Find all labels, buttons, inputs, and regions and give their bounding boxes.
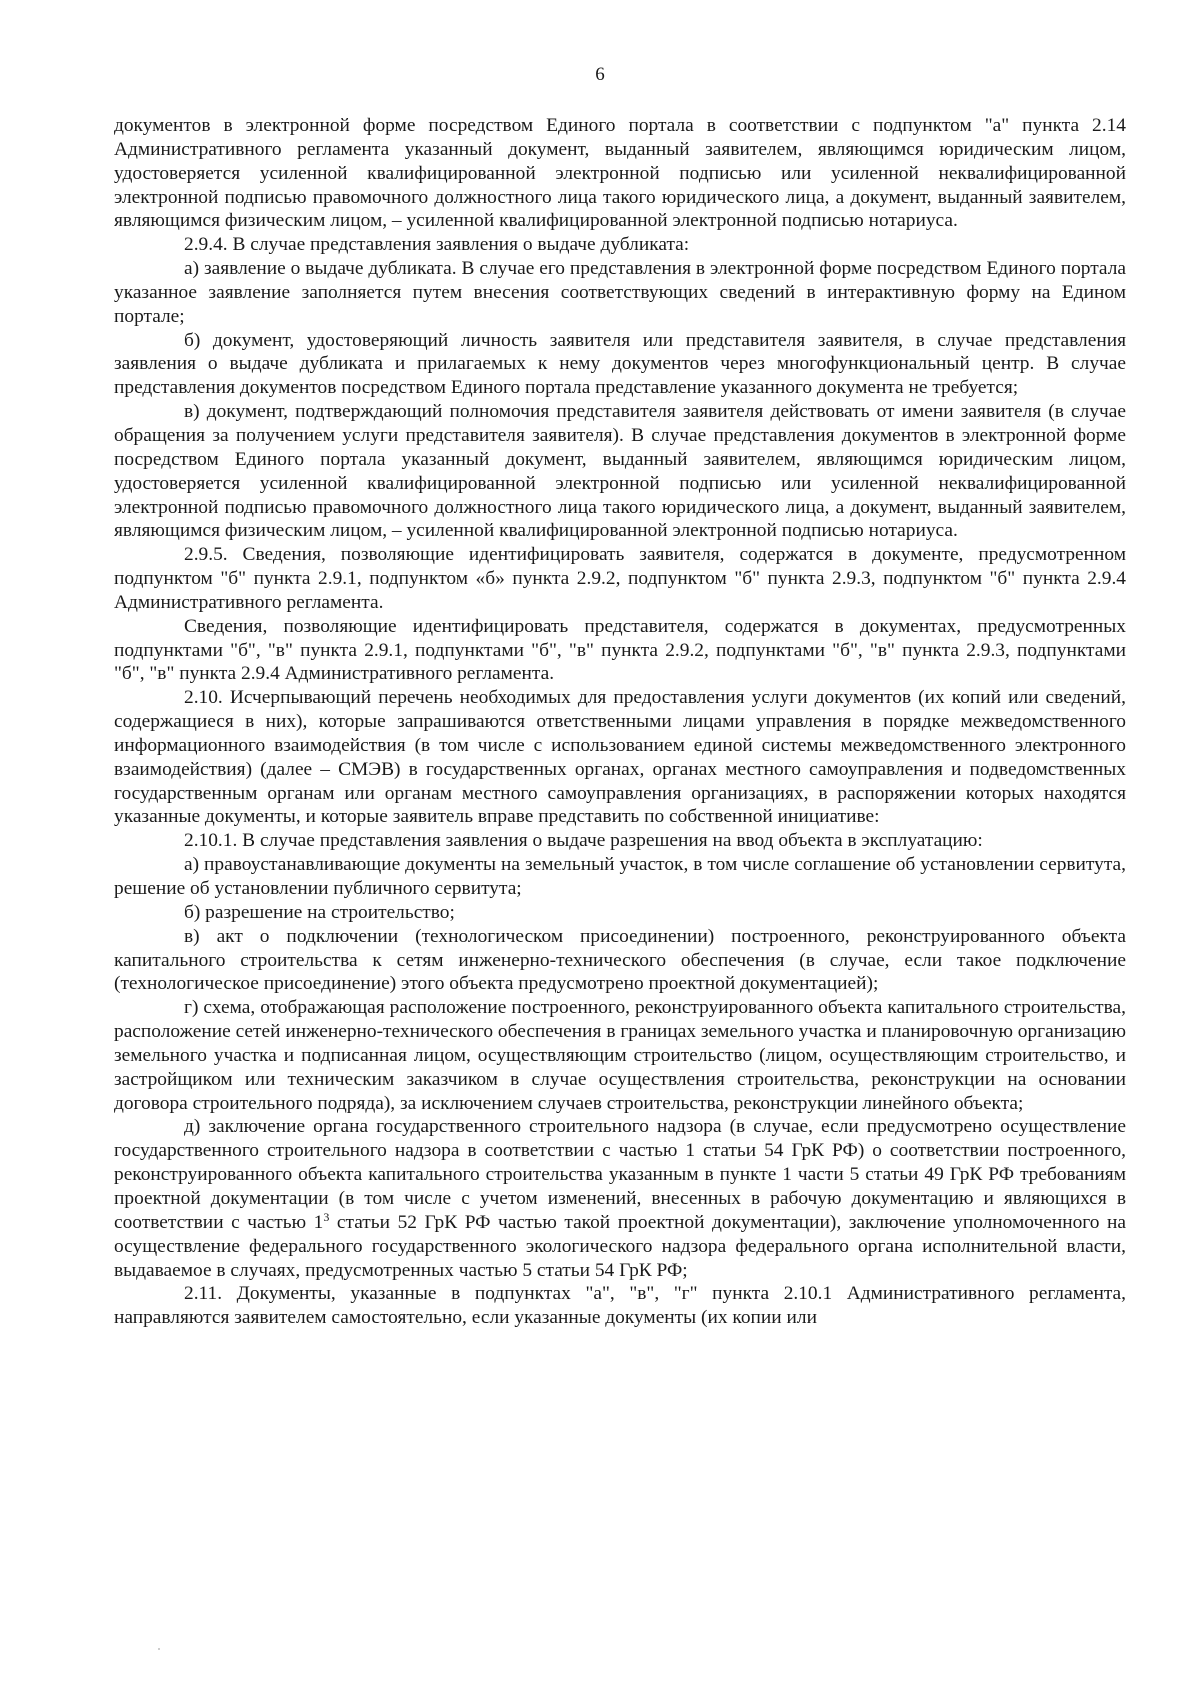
paragraph-continuation: документов в электронной форме посредством Единого портала в соответствии с подпунктом "а" пункта 2.14 Административного регламента указанный документ, выданный заявителем, являющимся юридическим лицом, удостоверяется усиленной квалифицированной электронной подписью или усиленной неквалифицированной электронной подписью правомочного должностного лица такого юридического лица, а документ, выданный заявителем, являющимся физическим лицом, – усиленной квалифицированной электронной подписью нотариуса. xyxy=(114,115,1126,232)
superscript-3: 3 xyxy=(323,1209,330,1224)
paragraph-2-9-4-v: в) документ, подтверждающий полномочия представителя заявителя действовать от имени заявителя (в случае обращения за получением услуги представителя заявителя). В случае представления документов в электронной форме посредством Единого портала указанный документ, выданный заявителем, являющимся юридическим лицом, удостоверяется усиленной квалифицированной электронной подписью или усиленной неквалифицированной электронной подписью правомочного должностного лица такого юридического лица, а документ, выданный заявителем, являющимся физическим лицом, – усиленной квалифицированной электронной подписью нотариуса. xyxy=(114,401,1126,542)
paragraph-2-10-1-b: б) разрешение на строительство; xyxy=(184,901,455,923)
page-number: 6 xyxy=(595,64,605,85)
paragraph-2-10: 2.10. Исчерпывающий перечень необходимых для предоставления услуги документов (их копий или сведений, содержащиеся в них), которые запрашиваются ответственными лицами управления в порядке межведомственного информационного взаимодействия (в том числе с использованием единой системы межведомственного электронного взаимодействия) (далее – СМЭВ) в государственных органах, органах местного самоуправления и подведомственных государственным органам или органам местного самоуправления организациях, в распоряжении которых находятся указанные документы, и которые заявитель вправе представить по собственной инициативе: xyxy=(114,687,1126,828)
paragraph-2-9-5: 2.9.5. Сведения, позволяющие идентифицировать заявителя, содержатся в документе, предусмотренном подпунктом "б" пункта 2.9.1, подпунктом «б» пункта 2.9.2, подпунктом "б" пункта 2.9.3, подпунктом "б" пункта 2.9.4 Административного регламента. xyxy=(114,544,1126,613)
document-body xyxy=(114,114,1126,1330)
paragraph-2-9-4-b: б) документ, удостоверяющий личность заявителя или представителя заявителя, в случае представления заявления о выдаче дубликата и прилагаемых к нему документов через многофункциональный центр. В случае представления документов посредством Единого портала представление указанного документа не требуется; xyxy=(114,329,1126,399)
paragraph-2-10-1-d-text: д) заключение органа государственного строительного надзора (в случае, если предусмотрено осуществление государственного строительного надзора в соответствии с частью 1 статьи 54 ГрК РФ) о соответствии построенного, реконструированного объекта капитального строительства указанным в пункте 1 части 5 статьи 49 ГрК РФ требованиям проектной документации (в том числе с учетом изменений, внесенных в рабочую документацию и являющихся в соответствии с частью 1 xyxy=(114,1116,1126,1233)
paragraph-2-9-4-a: а) заявление о выдаче дубликата. В случае его представления в электронной форме посредством Единого портала указанное заявление заполняется путем внесения соответствующих сведений в интерактивную форму на Едином портале; xyxy=(114,258,1126,327)
paragraph-2-11: 2.11. Документы, указанные в подпунктах "а", "в", "г" пункта 2.10.1 Административного регламента, направляются заявителем самостоятельно, если указанные документы (их копии или xyxy=(114,1283,1126,1329)
paragraph-2-10-1-v: в) акт о подключении (технологическом присоединении) построенного, реконструированного объекта капитального строительства к сетям инженерно-технического обеспечения (в случае, если такое подключение (технологическое присоединение) этого объекта предусмотрено проектной документацией); xyxy=(114,925,1126,995)
scan-artifact xyxy=(158,1648,160,1650)
paragraph-representative-info: Сведения, позволяющие идентифицировать представителя, содержатся в документах, предусмотренных подпунктами "б", "в" пункта 2.9.1, подпунктами "б", "в" пункта 2.9.2, подпунктами "б", "в" пункта 2.9.3, подпунктами "б", "в" пункта 2.9.4 Административного регламента. xyxy=(114,615,1126,685)
paragraph-2-10-1: 2.10.1. В случае представления заявления о выдаче разрешения на ввод объекта в эксплуатацию: xyxy=(184,830,983,852)
paragraph-2-9-4: 2.9.4. В случае представления заявления о выдаче дубликата: xyxy=(184,234,690,256)
paragraph-2-10-1-a: а) правоустанавливающие документы на земельный участок, в том числе соглашение об установлении сервитута, решение об установлении публичного сервитута; xyxy=(114,854,1126,899)
paragraph-2-10-1-d xyxy=(114,1115,1126,1282)
paragraph-2-10-1-d-text-end: статьи 52 ГрК РФ частью такой проектной документации), заключение уполномоченного на осуществление федерального государственного экологического надзора федерального органа исполнительной власти, выдаваемое в случаях, предусмотренных частью 5 статьи 54 ГрК РФ; xyxy=(114,1211,1126,1281)
paragraph-2-10-1-g: г) схема, отображающая расположение построенного, реконструированного объекта капитального строительства, расположение сетей инженерно-технического обеспечения в границах земельного участка и планировочную организацию земельного участка и подписанная лицом, осуществляющим строительство (лицом, осуществляющим строительство, и застройщиком или техническим заказчиком в случае осуществления строительства, реконструкции на основании договора строительного подряда), за исключением случаев строительства, реконструкции линейного объекта; xyxy=(114,997,1126,1114)
